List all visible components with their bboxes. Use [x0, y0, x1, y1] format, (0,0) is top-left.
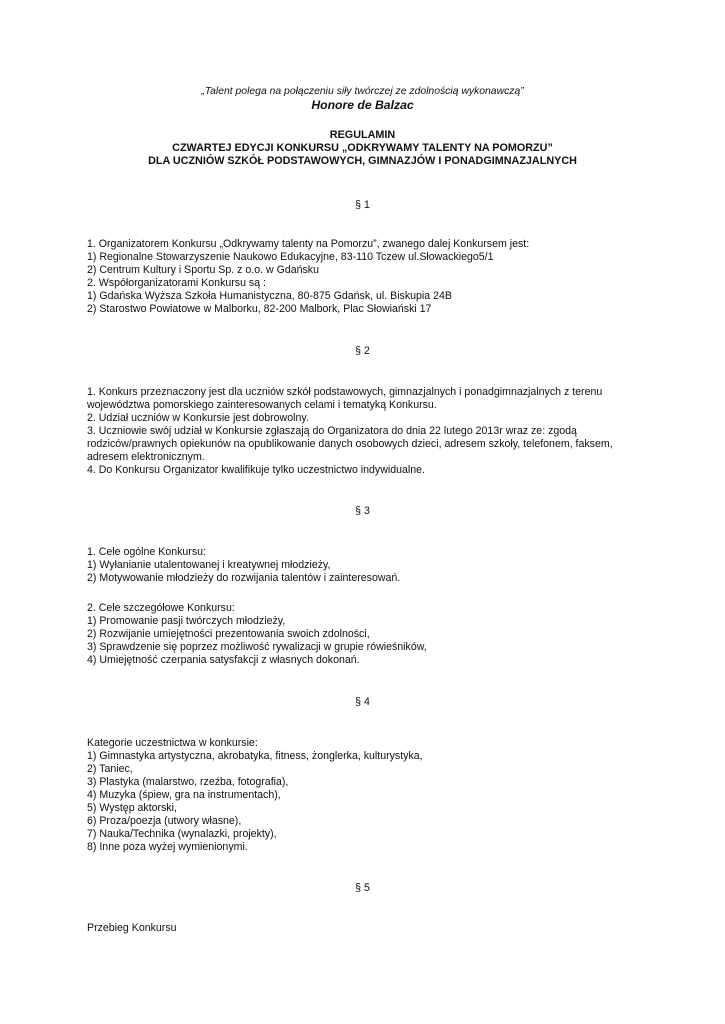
- section-4-line: Kategorie uczestnictwa w konkursie:: [87, 737, 258, 749]
- section-4-line: 6) Proza/poezja (utwory własne),: [87, 815, 242, 827]
- section-1-line: 2) Starostwo Powiatowe w Malborku, 82-200 Malbork, Plac Słowiański 17: [87, 303, 432, 315]
- section-3-line: 2) Motywowanie młodzieży do rozwijania talentów i zainteresowań.: [87, 572, 401, 584]
- section-1-heading: § 1: [355, 199, 370, 211]
- section-1-line: 1) Gdańska Wyższa Szkoła Humanistyczna, 80-875 Gdańsk, ul. Biskupia 24B: [87, 290, 452, 302]
- section-4-heading: § 4: [355, 696, 370, 708]
- section-2-line: województwa pomorskiego zainteresowanych celami i tematyką Konkursu.: [87, 399, 437, 411]
- section-4-line: 2) Taniec,: [87, 763, 133, 775]
- title-line-3: DLA UCZNIÓW SZKÓŁ PODSTAWOWYCH, GIMNAZJÓW I PONADGIMNAZJALNYCH: [148, 155, 577, 167]
- motto-quote: „Talent polega na połączeniu siły twórczej ze zdolnością wykonawczą”: [201, 86, 524, 97]
- section-1-line: 2. Współorganizatorami Konkursu są :: [87, 277, 266, 289]
- section-4-line: 8) Inne poza wyżej wymienionymi.: [87, 841, 248, 853]
- section-3-line: 1. Cele ogólne Konkursu:: [87, 546, 206, 558]
- section-1-line: 2) Centrum Kultury i Sportu Sp. z o.o. w Gdańsku: [87, 264, 319, 276]
- section-3-line: 3) Sprawdzenie się poprzez możliwość rywalizacji w grupie rówieśników,: [87, 641, 427, 653]
- title-line-2: CZWARTEJ EDYCJI KONKURSU „ODKRYWAMY TALENTY NA POMORZU”: [172, 142, 553, 154]
- section-2-line: adresem elektronicznym.: [87, 451, 205, 463]
- section-2-line: 1. Konkurs przeznaczony jest dla uczniów szkół podstawowych, gimnazjalnych i ponadgimnazjalnych z terenu: [87, 386, 603, 398]
- section-2-line: 4. Do Konkursu Organizator kwalifikuje tylko uczestnictwo indywidualne.: [87, 464, 425, 476]
- section-3-line: 2. Cele szczegółowe Konkursu:: [87, 602, 235, 614]
- section-2-line: 2. Udział uczniów w Konkursie jest dobrowolny.: [87, 412, 309, 424]
- section-2-line: rodziców/prawnych opiekunów na opublikowanie danych osobowych dzieci, adresem szkoły, telefonem, faksem,: [87, 438, 613, 450]
- section-5-heading: § 5: [355, 882, 370, 894]
- section-2-line: 3. Uczniowie swój udział w Konkursie zgłaszają do Organizatora do dnia 22 lutego 2013r wraz ze: zgodą: [87, 425, 577, 437]
- section-3-line: 1) Wyłanianie utalentowanej i kreatywnej młodzieży,: [87, 559, 331, 571]
- section-3-heading: § 3: [355, 505, 370, 517]
- section-3-line: 2) Rozwijanie umiejętności prezentowania swoich zdolności,: [87, 628, 370, 640]
- motto-author: Honore de Balzac: [311, 98, 414, 112]
- section-2-heading: § 2: [355, 345, 370, 357]
- title-line-1: REGULAMIN: [329, 129, 396, 141]
- section-4-line: 4) Muzyka (śpiew, gra na instrumentach),: [87, 789, 281, 801]
- section-3-line: 4) Umiejętność czerpania satysfakcji z własnych dokonań.: [87, 654, 360, 666]
- section-1-line: 1) Regionalne Stowarzyszenie Naukowo Edukacyjne, 83-110 Tczew ul.Słowackiego5/1: [87, 251, 494, 263]
- section-4-line: 1) Gimnastyka artystyczna, akrobatyka, fitness, żonglerka, kulturystyka,: [87, 750, 423, 762]
- section-3-line: 1) Promowanie pasji twórczych młodzieży,: [87, 615, 286, 627]
- section-4-line: 7) Nauka/Technika (wynalazki, projekty),: [87, 828, 277, 840]
- section-4-line: 5) Występ aktorski,: [87, 802, 177, 814]
- section-1-line: 1. Organizatorem Konkursu „Odkrywamy talenty na Pomorzu”, zwanego dalej Konkursem jest:: [87, 238, 530, 250]
- section-5-line: Przebieg Konkursu: [87, 922, 177, 934]
- section-4-line: 3) Plastyka (malarstwo, rzeźba, fotografia),: [87, 776, 289, 788]
